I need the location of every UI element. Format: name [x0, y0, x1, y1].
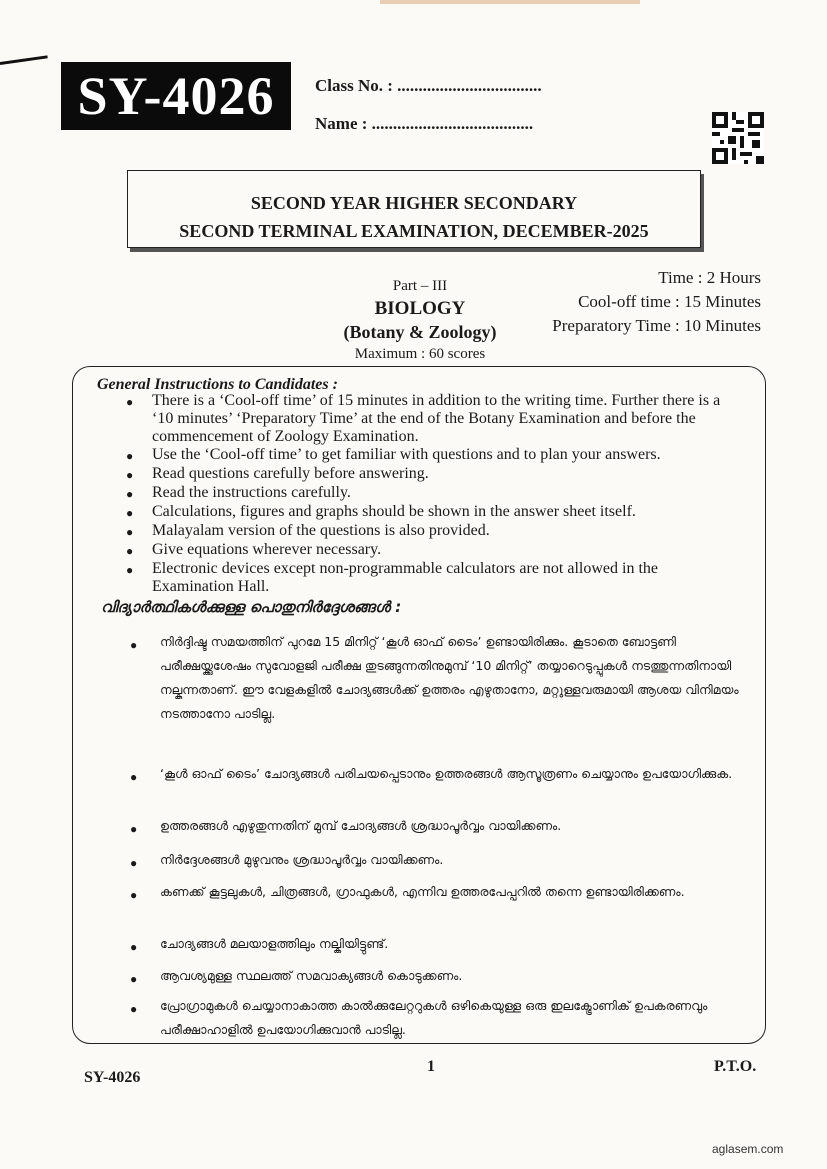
bullet-icon: ● — [126, 563, 134, 577]
bullet-icon: ● — [130, 940, 138, 954]
instruction-item: Use the ‘Cool-off time’ to get familiar with questions and to plan your answers. — [152, 446, 661, 463]
instruction-item: Give equations wherever necessary. — [152, 541, 382, 558]
bullet-icon: ● — [130, 888, 138, 902]
paper-edge — [380, 0, 640, 4]
subject-name: BIOLOGY — [374, 298, 466, 319]
instruction-item: Read questions carefully before answering. — [152, 465, 429, 482]
malayalam-item: ‘കൂൾ ഓഫ് ടൈം’ ചോദ്യങ്ങൾ പരിചയപ്പെടാനും ഉത്തരങ്ങൾ ആസൂത്രണം ചെയ്യാനും ഉപയോഗിക്കുക. — [160, 766, 733, 781]
instruction-item: There is a ‘Cool-off time’ of 15 minutes in addition to the writing time. Further there is a ‘10 minutes’ ‘Preparatory Time’ at the end of the Botany Examination and before the commencement of Zoology Examination. — [152, 392, 721, 445]
name-field: Name : ...................................... — [315, 114, 534, 133]
footer-paper-code: SY-4026 — [84, 1069, 141, 1086]
bullet-icon: ● — [130, 770, 138, 784]
malayalam-item: നിർദ്ദിഷ്ട സമയത്തിന് പുറമേ 15 മിനിറ്റ് ‘കൂൾ ഓഫ് ടൈം’ ഉണ്ടായിരിക്കും. കൂടാതെ ബോട്ടണി പരീക്ഷയ്ക്കുശേഷം സുവോളജി പരീക്ഷ തുടങ്ങുന്നതിനുമുമ്പ് ‘10 മിനിറ്റ്’ തയ്യാറെടുപ്പുകൾ നടത്തുന്നതിനായി നല്കുന്നതാണ്. ഈ വേളകളിൽ ചോദ്യങ്ങൾക്ക് ഉത്തരം എഴുതാനോ, മറ്റുള്ളവരുമായി ആശയ വിനിമയം നടത്താനോ പാടില്ല. — [160, 634, 739, 721]
instruction-item: Calculations, figures and graphs should be shown in the answer sheet itself. — [152, 503, 636, 520]
paper-code: SY-4026 — [61, 62, 291, 130]
time-label: Time : 2 Hours — [658, 268, 761, 287]
exam-title-box — [127, 170, 701, 248]
pto-label: P.T.O. — [714, 1058, 757, 1075]
bullet-icon: ● — [130, 1002, 138, 1016]
bullet-icon: ● — [126, 506, 134, 520]
malayalam-item: ആവശ്യമുള്ള സ്ഥലത്ത് സമവാക്യങ്ങൾ കൊടുക്കണം. — [160, 968, 463, 983]
instruction-item: Malayalam version of the questions is also provided. — [152, 522, 490, 539]
bullet-icon: ● — [126, 395, 134, 409]
malayalam-item: കണക്ക് കൂട്ടലുകൾ, ചിത്രങ്ങൾ, ഗ്രാഫുകൾ, എന്നിവ ഉത്തരപേപ്പറിൽ തന്നെ ഉണ്ടായിരിക്കണം. — [160, 884, 685, 899]
page-number: 1 — [427, 1058, 435, 1075]
instruction-item: Read the instructions carefully. — [152, 484, 351, 501]
bullet-icon: ● — [126, 544, 134, 558]
bullet-icon: ● — [126, 487, 134, 501]
malayalam-title: വിദ്യാർത്ഥികൾക്കുള്ള പൊതുനിർദ്ദേശങ്ങൾ : — [101, 598, 402, 616]
bullet-icon: ● — [130, 822, 138, 836]
watermark: aglasem.com — [712, 1142, 784, 1156]
pen-mark — [0, 55, 48, 65]
part-label: Part – III — [392, 278, 448, 294]
bullet-icon: ● — [126, 525, 134, 539]
subject-branches: (Botany & Zoology) — [343, 322, 497, 342]
malayalam-item: നിർദ്ദേശങ്ങൾ മുഴുവനും ശ്രദ്ധാപൂർവ്വം വായിക്കണം. — [160, 852, 444, 867]
exam-title-line2: SECOND TERMINAL EXAMINATION, DECEMBER-2025 — [179, 221, 649, 241]
malayalam-item: പ്രോഗ്രാമുകൾ ചെയ്യാനാകാത്ത കാൽക്കുലേറ്ററുകൾ ഒഴികെയുള്ള ഒരു ഇലക്ട്രോണിക് ഉപകരണവും പരീക്ഷാഹാളിൽ ഉപയോഗിക്കുവാൻ പാടില്ല. — [160, 998, 708, 1037]
preparatory-label: Preparatory Time : 10 Minutes — [552, 316, 761, 335]
maximum-score: Maximum : 60 scores — [354, 346, 486, 362]
bullet-icon: ● — [126, 449, 134, 463]
bullet-icon: ● — [130, 856, 138, 870]
malayalam-item: ഉത്തരങ്ങൾ എഴുതുന്നതിന് മുമ്പ് ചോദ്യങ്ങൾ ശ്രദ്ധാപൂർവ്വം വായിക്കണം. — [160, 818, 562, 833]
instructions-title: General Instructions to Candidates : — [97, 376, 338, 393]
class-no-field: Class No. : .................................. — [315, 76, 542, 95]
exam-title-line1: SECOND YEAR HIGHER SECONDARY — [250, 193, 578, 213]
bullet-icon: ● — [130, 638, 138, 652]
malayalam-item: ചോദ്യങ്ങൾ മലയാളത്തിലും നല്കിയിട്ടുണ്ട്. — [160, 936, 389, 951]
qr-code-icon — [712, 112, 764, 164]
cool-off-label: Cool-off time : 15 Minutes — [578, 292, 761, 311]
bullet-icon: ● — [130, 972, 138, 986]
bullet-icon: ● — [126, 468, 134, 482]
instruction-item: Electronic devices except non-programmable calculators are not allowed in the Examination Hall. — [152, 560, 659, 595]
